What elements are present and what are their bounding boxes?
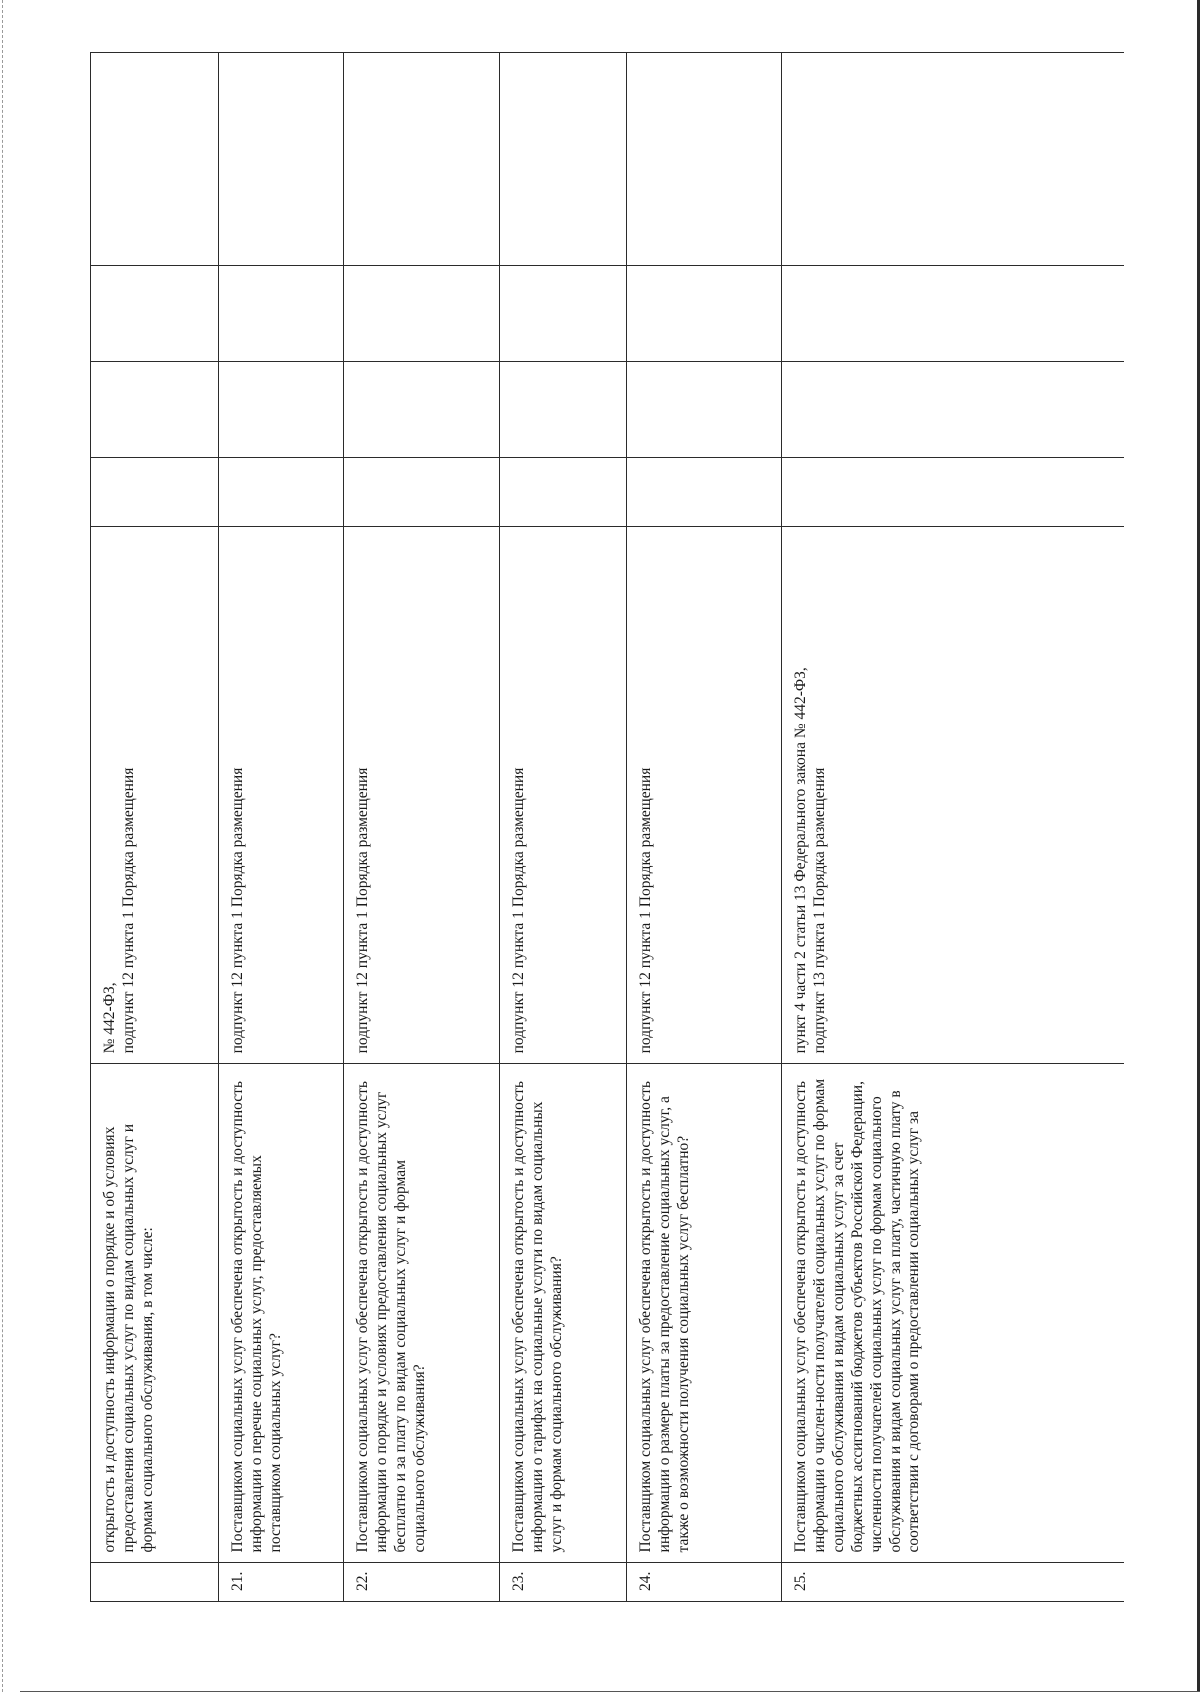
question-text: Поставщиком социальных услуг обеспечена открытость и доступность информации о порядке и условиях предоставления социальных услуг бесплатно и за плату по видам социальных услуг и формам социального обслуживания? (354, 1081, 428, 1553)
legal-basis-cell (500, 526, 627, 1064)
answer-yes-cell (91, 457, 219, 526)
legal-basis-text: пункт 4 части 2 статьи 13 Федерального закона № 442-ФЗ, подпункт 13 пункта 1 Порядка размещения (792, 667, 828, 1054)
table-row (91, 53, 219, 1602)
answer-na-cell (344, 266, 500, 362)
question-cell (782, 1064, 1125, 1563)
question-cell (500, 1064, 627, 1563)
table-row (500, 53, 627, 1602)
answer-yes-cell (500, 457, 627, 526)
answer-no-cell (627, 362, 782, 457)
legal-basis-cell (91, 526, 219, 1064)
rotated-page-frame (90, 52, 1124, 1602)
answer-yes-cell (219, 457, 344, 526)
legal-basis-cell (627, 526, 782, 1064)
document-page (90, 52, 1124, 1602)
question-cell (344, 1064, 500, 1563)
legal-basis-text: подпункт 12 пункта 1 Порядка размещения (229, 767, 246, 1054)
row-number: 22. (344, 1563, 500, 1602)
legal-basis-text: № 442-ФЗ, подпункт 12 пункта 1 Порядка размещения (101, 767, 137, 1054)
question-text: открытость и доступность информации о порядке и об условиях предоставления социальных услуг по видам социальных услуг и формам социального обслуживания, в том числе: (101, 1123, 156, 1553)
answer-na-cell (219, 266, 344, 362)
note-cell (627, 53, 782, 266)
checklist-table (90, 52, 1124, 1602)
answer-yes-cell (627, 457, 782, 526)
row-number: 25. (782, 1563, 1125, 1602)
note-cell (344, 53, 500, 266)
question-text: Поставщиком социальных услуг обеспечена открытость и доступность информации о размере платы за предоставление социальных услуг, а также о возможности получения социальных услуг бесплатно? (637, 1081, 692, 1553)
answer-na-cell (500, 266, 627, 362)
scan-left-edge (2, 0, 4, 1692)
legal-basis-cell (344, 526, 500, 1064)
answer-no-cell (344, 362, 500, 457)
question-text: Поставщиком социальных услуг обеспечена открытость и доступность информации о числен-ности получателей социальных услуг по формам социального обслуживания и видам социальных услуг за счет бюджетных ассигнований бюджетов субъектов Российской Федерации, численности получателей социальных услуг по формам социального обслуживания и видам социальных услуг за плату, частичную плату в соответствии с договорами о предоставлении социальных услуг за (792, 1078, 923, 1553)
table-row (344, 53, 500, 1602)
question-text: Поставщиком социальных услуг обеспечена открытость и доступность информации о перечне социальных услуг, предоставляемых поставщиком социальных услуг? (229, 1081, 284, 1553)
table-row (627, 53, 782, 1602)
answer-na-cell (627, 266, 782, 362)
note-cell (500, 53, 627, 266)
answer-no-cell (500, 362, 627, 457)
note-cell (219, 53, 344, 266)
question-cell (219, 1064, 344, 1563)
legal-basis-text: подпункт 12 пункта 1 Порядка размещения (510, 767, 527, 1054)
question-text: Поставщиком социальных услуг обеспечена открытость и доступность информации о тарифах на социальные услуги по видам социальных услуг и формам социального обслуживания? (510, 1081, 565, 1553)
row-number: 23. (500, 1563, 627, 1602)
note-cell (782, 53, 1125, 266)
table-row (782, 53, 1125, 1602)
answer-yes-cell (344, 457, 500, 526)
question-cell (627, 1064, 782, 1563)
row-number: 21. (219, 1563, 344, 1602)
row-number (91, 1563, 219, 1602)
answer-no-cell (219, 362, 344, 457)
answer-yes-cell (782, 457, 1125, 526)
legal-basis-cell (219, 526, 344, 1064)
question-cell (91, 1064, 219, 1563)
answer-na-cell (91, 266, 219, 362)
legal-basis-cell (782, 526, 1125, 1064)
row-number: 24. (627, 1563, 782, 1602)
answer-no-cell (91, 362, 219, 457)
note-cell (91, 53, 219, 266)
legal-basis-text: подпункт 12 пункта 1 Порядка размещения (637, 767, 654, 1054)
table-row (219, 53, 344, 1602)
answer-no-cell (782, 362, 1125, 457)
legal-basis-text: подпункт 12 пункта 1 Порядка размещения (354, 767, 371, 1054)
answer-na-cell (782, 266, 1125, 362)
